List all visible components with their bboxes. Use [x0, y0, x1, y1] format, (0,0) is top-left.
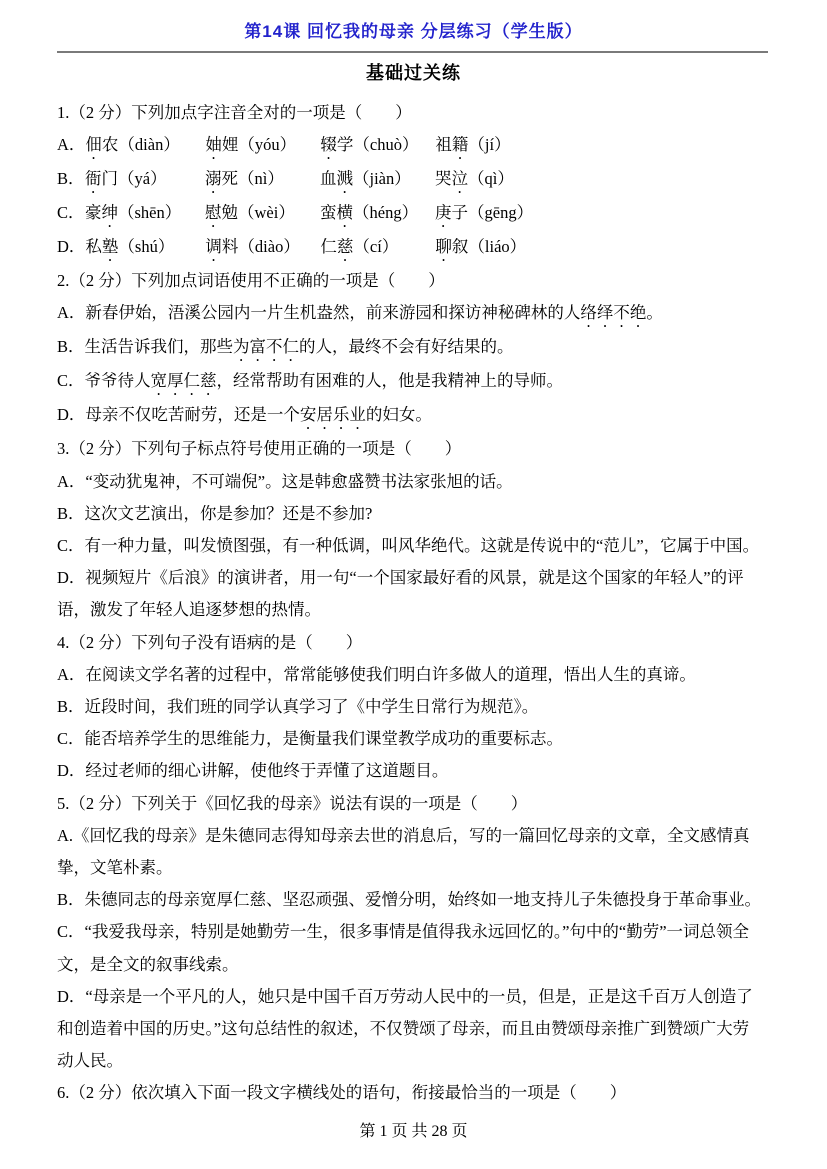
page-number-footer: 第 1 页 共 28 页 — [359, 1123, 468, 1140]
option-row — [57, 691, 765, 723]
option-text: 有一种力量，叫发愤图强，有一种低调，叫风华绝代。这就是传说中的“范儿”，它属于中国。 — [84, 536, 760, 556]
option-row — [57, 163, 765, 197]
question-stem: 5.（2 分）下列关于《回忆我的母亲》说法有误的一项是（ ） — [57, 793, 528, 813]
option-cell — [320, 129, 435, 163]
option-text: 母亲不仅吃苦耐劳，还是一个 — [85, 405, 300, 425]
option-label: A． — [57, 303, 86, 323]
option-text: 祖 — [435, 135, 452, 155]
option-text: 料（diào） — [221, 237, 300, 257]
emphasized-text: 辍 — [320, 135, 337, 155]
option-label: B． — [57, 337, 85, 357]
option-text: （qì） — [468, 169, 514, 189]
option-text: 哭 — [435, 169, 452, 189]
emphasized-text: 宽厚仁慈 — [150, 371, 217, 391]
option-text: 在阅读文学名著的过程中，常常能够使我们明白许多做人的道理，悟出人生的真谛。 — [85, 664, 696, 684]
emphasized-text: 安居乐业 — [299, 405, 366, 425]
option-text: 门（yá） — [101, 169, 167, 189]
emphasized-text: 慰 — [205, 203, 222, 223]
option-cell — [85, 197, 205, 231]
option-text: 农（diàn） — [101, 135, 180, 155]
option-cell — [435, 163, 765, 197]
option-text: “母亲是一个平凡的人，她只是中国千百万劳动人民中的一员，但是，正是这千百万人创造了和创造着中国的历史。”这句总结性的叙述，不仅赞颂了母亲，而且由赞颂母亲推广到赞颂广大劳动人民。 — [57, 986, 753, 1071]
option-row — [57, 466, 765, 498]
option-text: 勉（wèi） — [221, 203, 295, 223]
option-label: C． — [57, 729, 85, 749]
question-stem: 2.（2 分）下列加点词语使用不正确的一项是（ ） — [57, 271, 445, 291]
option-cell — [85, 231, 205, 265]
questions — [0, 97, 827, 1110]
option-label: B． — [57, 890, 85, 910]
option-label: D． — [57, 986, 86, 1006]
option-label: D． — [57, 405, 86, 425]
option-text: 的人，最终不会有好结果的。 — [299, 337, 514, 357]
option-label: B． — [57, 503, 85, 523]
option-text: 新春伊始，浯溪公园内一片生机盎然，前来游园和探访神秘碑林的人 — [85, 303, 581, 323]
option-label: A． — [57, 471, 86, 491]
emphasized-text: 绅 — [101, 203, 118, 223]
emphasized-text: 调 — [205, 237, 222, 257]
option-label: C． — [57, 203, 85, 223]
option-text: 《回忆我的母亲》是朱德同志得知母亲去世的消息后，写的一篇回忆母亲的文章，全文感情真挚，文笔朴素。 — [57, 825, 750, 878]
option-cell — [205, 197, 320, 231]
question-1 — [57, 97, 765, 265]
option-text: 视频短片《后浪》的演讲者，用一句“一个国家最好看的风景，就是这个国家的年轻人”的评语，激发了年轻人追逐梦想的热情。 — [57, 568, 744, 620]
option-row — [57, 197, 765, 231]
emphasized-text: 泣 — [451, 169, 468, 189]
option-text: （jí） — [468, 135, 511, 155]
emphasized-text: 慈 — [336, 237, 354, 257]
emphasized-text: 溺 — [205, 169, 222, 189]
emphasized-text: 溅 — [336, 169, 353, 189]
option-text: 朱德同志的母亲宽厚仁慈、坚忍顽强、爱憎分明，始终如一地支持儿子朱德投身于革命事业。 — [84, 890, 762, 910]
option-label: D． — [57, 237, 86, 257]
section-header: 基础过关练 — [366, 63, 461, 83]
option-text: 近段时间，我们班的同学认真学习了《中学生日常行为规范》。 — [84, 697, 539, 717]
emphasized-text: 佃 — [85, 135, 102, 155]
emphasized-text: 横 — [336, 203, 353, 223]
option-row — [57, 562, 765, 626]
option-row — [57, 530, 765, 562]
option-row — [57, 297, 765, 331]
option-cell — [320, 163, 435, 197]
option-row — [57, 884, 765, 916]
document-title: 第14课 回忆我的母亲 分层练习（学生版） — [244, 22, 583, 41]
option-text: 学（chuò） — [336, 135, 419, 155]
option-cell — [205, 129, 320, 163]
question-6 — [57, 1077, 765, 1109]
option-row — [57, 755, 765, 787]
option-cell — [85, 163, 205, 197]
option-label: A． — [57, 664, 86, 684]
question-stem: 3.（2 分）下列句子标点符号使用正确的一项是（ ） — [57, 439, 462, 459]
option-row — [57, 498, 765, 530]
option-label: A． — [57, 135, 86, 155]
option-row — [57, 399, 765, 433]
option-text: 的妇女。 — [365, 405, 432, 425]
option-text: 这次文艺演出，你是参加？还是不参加? — [84, 503, 373, 523]
emphasized-text: 为富不仁 — [233, 337, 300, 357]
option-cell — [205, 163, 320, 197]
option-label: B． — [57, 697, 85, 717]
option-text: 。 — [646, 303, 663, 323]
option-text: ，经常帮助有困难的人，他是我精神上的导师。 — [216, 371, 564, 391]
option-row — [57, 331, 765, 365]
option-text: 能否培养学生的思维能力，是衡量我们课堂教学成功的重要标志。 — [84, 729, 564, 749]
option-text: 豪 — [85, 203, 102, 223]
option-text: （cí） — [353, 237, 399, 257]
option-label: A. — [57, 825, 74, 845]
question-stem: 6.（2 分）依次填入下面一段文字横线处的语句，衔接最恰当的一项是（ ） — [57, 1083, 627, 1103]
option-row — [57, 231, 765, 265]
emphasized-text: 籍 — [451, 135, 469, 155]
option-row — [57, 981, 765, 1078]
option-cell — [435, 129, 765, 163]
option-text: （jiàn） — [353, 169, 411, 189]
option-label: C． — [57, 922, 85, 942]
option-text: 叙（liáo） — [451, 237, 527, 257]
option-text: 生活告诉我们，那些 — [84, 337, 234, 357]
option-row — [57, 659, 765, 691]
question-3 — [57, 433, 765, 626]
emphasized-text: 络绎不绝 — [580, 303, 647, 323]
emphasized-text: 庚 — [435, 203, 452, 223]
option-cell — [205, 231, 320, 265]
option-text: 私 — [85, 237, 102, 257]
option-label: C． — [57, 371, 85, 391]
option-text: 娌（yóu） — [221, 135, 297, 155]
option-text: 仁 — [320, 237, 337, 257]
option-row — [57, 820, 765, 884]
option-text: 爷爷待人 — [84, 371, 151, 391]
option-row — [57, 916, 765, 980]
option-cell — [320, 197, 435, 231]
question-stem: 1.（2 分）下列加点字注音全对的一项是（ ） — [57, 103, 412, 122]
option-row — [57, 723, 765, 755]
option-label: D． — [57, 761, 86, 781]
option-text: “变动犹鬼神，不可端倪”。这是韩愈盛赞书法家张旭的话。 — [85, 471, 513, 491]
option-text: 血 — [320, 169, 337, 189]
option-label: D． — [57, 568, 86, 588]
option-cell — [435, 197, 765, 231]
emphasized-text: 妯 — [205, 135, 222, 155]
option-text: （shú） — [118, 237, 175, 257]
option-label: C． — [57, 536, 85, 556]
option-text: 经过老师的细心讲解，使他终于弄懂了这道题目。 — [85, 761, 449, 781]
option-cell — [435, 231, 765, 265]
emphasized-text: 塾 — [101, 237, 119, 257]
question-stem: 4.（2 分）下列句子没有语病的是（ ） — [57, 632, 363, 652]
option-row — [57, 365, 765, 399]
emphasized-text: 聊 — [435, 237, 452, 257]
option-cell — [320, 231, 435, 265]
option-label: B． — [57, 169, 85, 189]
question-4 — [57, 627, 765, 788]
question-5 — [57, 788, 765, 1078]
emphasized-text: 衙 — [85, 169, 102, 189]
option-text: （shēn） — [118, 203, 182, 223]
option-text: 子（gēng） — [451, 203, 534, 223]
option-text: 死（nì） — [221, 169, 284, 189]
option-cell — [85, 129, 205, 163]
option-text: “我爱我母亲，特别是她勤劳一生，很多事情是值得我永远回忆的。”句中的“勤劳”一词总领全文，是全文的叙事线索。 — [57, 922, 750, 974]
option-text: （héng） — [353, 203, 419, 223]
option-row — [57, 129, 765, 163]
question-2 — [57, 265, 765, 433]
title-divider — [57, 51, 768, 53]
option-text: 蛮 — [320, 203, 337, 223]
